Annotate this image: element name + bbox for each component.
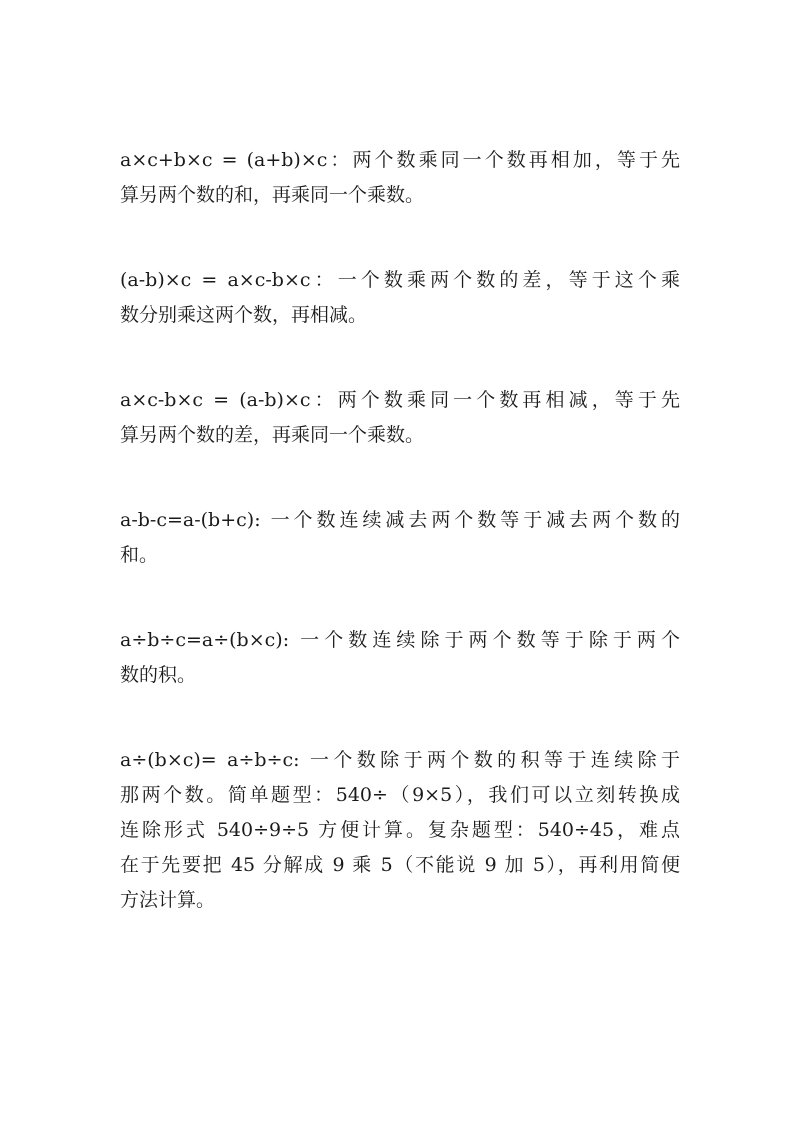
text-line: 数分别乘这两个数，再相减。 [120, 304, 368, 326]
paragraph-distributive-subtraction [120, 263, 680, 333]
text-line: 那两个数。简单题型：540÷（9×5），我们可以立刻转换成 [120, 784, 680, 806]
text-line: 连除形式 540÷9÷5 方便计算。复杂题型：540÷45，难点 [120, 819, 680, 841]
text-line: a-b-c=a-(b+c): 一个数连续减去两个数等于减去两个数的 [120, 509, 680, 531]
paragraph-factor-subtraction [120, 383, 680, 453]
paragraph-continuous-division [120, 623, 680, 693]
text-line: 和。 [120, 544, 159, 566]
text-line: 算另两个数的和，再乘同一个乘数。 [120, 184, 425, 206]
paragraph-division-by-product [120, 743, 680, 918]
text-line: 数的积。 [120, 664, 197, 686]
text-line: a×c+b×c = (a+b)×c：两个数乘同一个数再相加，等于先 [120, 149, 680, 171]
text-line: a÷(b×c)= a÷b÷c: 一个数除于两个数的积等于连续除于 [120, 749, 680, 771]
text-line: 方法计算。 [120, 889, 216, 911]
text-line: 算另两个数的差，再乘同一个乘数。 [120, 424, 425, 446]
document-body [120, 143, 680, 968]
text-line: (a-b)×c = a×c-b×c：一个数乘两个数的差，等于这个乘 [120, 269, 680, 291]
paragraph-distributive-addition [120, 143, 680, 213]
text-line: a×c-b×c = (a-b)×c：两个数乘同一个数再相减，等于先 [120, 389, 680, 411]
text-line: a÷b÷c=a÷(b×c): 一个数连续除于两个数等于除于两个 [120, 629, 680, 651]
text-line: 在于先要把 45 分解成 9 乘 5（不能说 9 加 5），再利用简便 [120, 854, 680, 876]
paragraph-continuous-subtraction [120, 503, 680, 573]
